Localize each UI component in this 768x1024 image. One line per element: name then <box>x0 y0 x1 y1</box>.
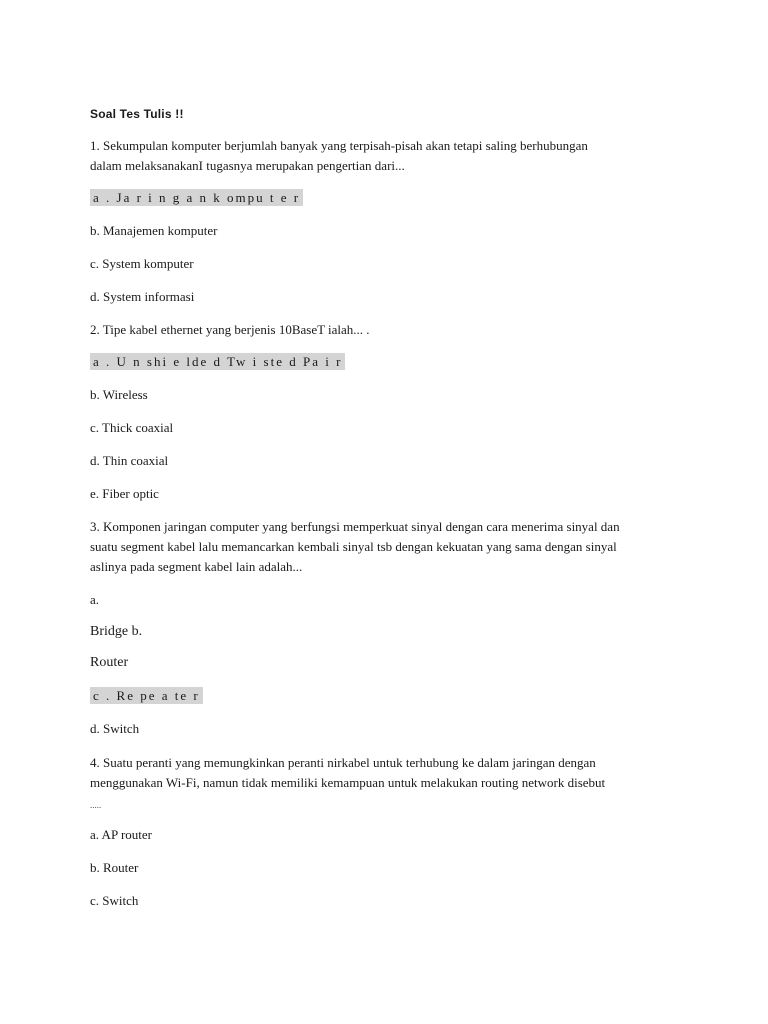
question-3-option-c <box>90 688 203 704</box>
question-2-option-a <box>90 354 345 370</box>
question-3-option-bridge: Bridge b. <box>90 624 143 639</box>
question-3-option-router: Router <box>90 655 129 670</box>
question-1-text-line-2: dalam melaksanakanI tugasnya merupakan pengertian dari... <box>90 158 405 173</box>
question-1-text-line-1: 1. Sekumpulan komputer berjumlah banyak yang terpisah-pisah akan tetapi saling berhubungan <box>90 138 588 153</box>
question-2-text: 2. Tipe kabel ethernet yang berjenis 10BaseT ialah... . <box>90 322 370 337</box>
question-1-option-c: c. System komputer <box>90 256 194 271</box>
question-1-option-b: b. Manajemen komputer <box>90 223 218 238</box>
highlighted-answer: a . Ja r i n g a n k ompu t e r <box>90 189 303 206</box>
question-1-option-a <box>90 190 303 206</box>
highlighted-answer: a . U n shi e lde d Tw i ste d Pa i r <box>90 353 345 370</box>
highlighted-answer: c . Re pe a te r <box>90 687 203 704</box>
question-3-text-line-3: aslinya pada segment kabel lain adalah... <box>90 559 303 574</box>
question-4-option-c: c. Switch <box>90 893 139 908</box>
question-3-text-line-1: 3. Komponen jaringan computer yang berfungsi memperkuat sinyal dengan cara menerima sinyal dan <box>90 519 620 534</box>
question-4-option-a: a. AP router <box>90 827 152 842</box>
question-4-option-b: b. Router <box>90 860 139 875</box>
question-3-option-d: d. Switch <box>90 721 140 736</box>
question-2-option-d: d. Thin coaxial <box>90 453 169 468</box>
page-title: Soal Tes Tulis !! <box>90 107 184 121</box>
question-4-text-line-2: menggunakan Wi-Fi, namun tidak memiliki kemampuan untuk melakukan routing network disebut <box>90 775 606 790</box>
question-4-text-line-3: ..... <box>90 800 102 810</box>
question-2-option-e: e. Fiber optic <box>90 486 159 501</box>
question-3-option-a: a. <box>90 592 100 607</box>
question-2-option-c: c. Thick coaxial <box>90 420 174 435</box>
question-4-text-line-1: 4. Suatu peranti yang memungkinkan peranti nirkabel untuk terhubung ke dalam jaringan dengan <box>90 755 596 770</box>
question-1-option-d: d. System informasi <box>90 289 195 304</box>
question-3-text-line-2: suatu segment kabel lalu memancarkan kembali sinyal tsb dengan kekuatan yang sama dengan sinyal <box>90 539 617 554</box>
question-2-option-b: b. Wireless <box>90 387 148 402</box>
